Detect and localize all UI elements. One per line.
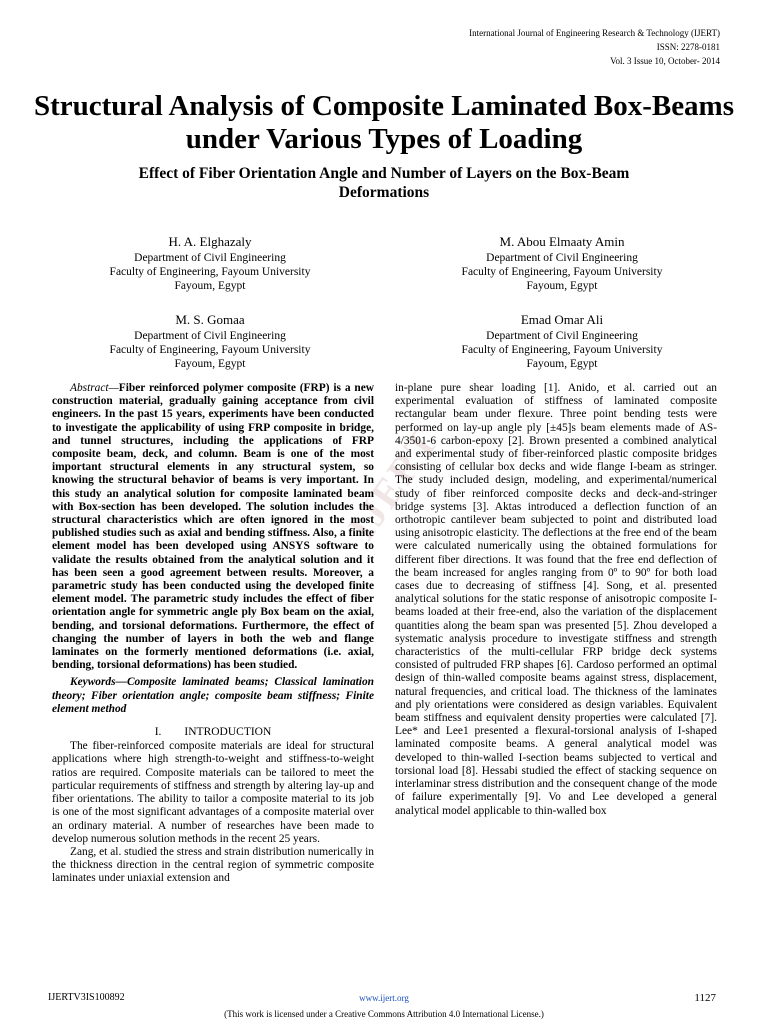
author-block [60, 233, 360, 293]
author-location: Fayoum, Egypt [526, 358, 598, 370]
author-location: Fayoum, Egypt [174, 358, 246, 370]
paper-title: Structural Analysis of Composite Laminated Box-Beams under Various Types of Loading [33, 90, 735, 155]
author-location: Fayoum, Egypt [526, 280, 598, 292]
journal-name: International Journal of Engineering Research & Technology (IJERT) [469, 28, 720, 38]
left-column [52, 382, 374, 886]
journal-volume: Vol. 3 Issue 10, October- 2014 [610, 56, 720, 66]
journal-issn: ISSN: 2278-0181 [656, 42, 720, 52]
author-block [412, 233, 712, 293]
paper-subtitle: Effect of Fiber Orientation Angle and Number of Layers on the Box-Beam Deformations [138, 165, 630, 201]
author-dept: Department of Civil Engineering [486, 330, 638, 342]
right-column [395, 382, 717, 818]
license-note: (This work is licensed under a Creative Commons Attribution 4.0 International License.) [224, 1009, 544, 1019]
author-block [412, 311, 712, 371]
page-number: 1127 [694, 992, 716, 1004]
author-faculty: Faculty of Engineering, Fayoum University [109, 266, 311, 278]
watermark: IJERT [338, 418, 448, 549]
abstract-lead: Abstract— [70, 382, 119, 394]
author-faculty: Faculty of Engineering, Fayoum University [461, 344, 663, 356]
author-dept: Department of Civil Engineering [134, 252, 286, 264]
author-name: M. S. Gomaa [175, 312, 245, 327]
author-dept: Department of Civil Engineering [134, 330, 286, 342]
author-faculty: Faculty of Engineering, Fayoum University [461, 266, 663, 278]
author-faculty: Faculty of Engineering, Fayoum University [109, 344, 311, 356]
journal-header [469, 26, 720, 68]
author-dept: Department of Civil Engineering [486, 252, 638, 264]
intro-paragraph: Zang, et al. studied the stress and strain distribution numerically in the thickness direction in the central region of symmetric composite laminates under uniaxial extension and [52, 845, 374, 885]
author-block [60, 311, 360, 371]
body-paragraph: in-plane pure shear loading [1]. Anido, et al. carried out an experimental evaluation of stiffness of laminated composite rectangular beam under flexure. Three point bending tests were performed on lay-up angle ply [±45]s beam elements made of AS-4/3501-6 carbon-epoxy [2]. Brown presented a combined analytical and experimental study of fiber-reinforced plastic composite bridges consisting of cellular box decks and wide flange I-beam as stringer. The study included design, modeling, and experimental/numerical study of fiber reinforced composite decks and deck-and-stringer bridge systems [3]. Aktas introduced a deflection function of an orthotropic cantilever beam subjected to point and distributed load using anisotropic elasticity. The deflections at the free end of the beam were calculated numerically using the obtained formulations for different fiber directions. It was found that the free end deflection of the beam increased for angles ranging from 0º to 90º for both load cases due to decreasing of stiffness [4]. Song, et al. presented analytical solutions for the static response of anisotropic composite I-beams loaded at their free-end, also the variation of the displacement quantities along the beam span was presented [5]. Zhou developed a systematic analysis procedure to investigate stiffness and strength characteristics of the multi-cellular FRP bridge deck systems consisted of pultruded FRP shapes [6]. Cardoso performed an optimal design of thin-walled composite beams against stress, displacement, natural frequencies, and critical load. The thickness of the laminates and ply orientations were considered as design variables. Equivalent beam stiffness and equivalent density properties were calculated [7]. Lee* and Lee1 presented a flexural-torsional analysis of I-shaped laminated composite beams. A general analytical model was developed to thin-walled I-section beams subjected to vertical and torsional load [8]. Hessabi studied the effect of stacking sequence on interlaminar stress distribution and the consequent change of the mode of failure experimentally [9]. Vo and Lee developed a general analytical model applicable to thin-walled box [395, 382, 717, 817]
journal-url[interactable]: www.ijert.org [359, 993, 409, 1003]
section-heading: I. INTRODUCTION [154, 726, 272, 739]
paper-id: IJERTV3IS100892 [48, 992, 125, 1003]
abstract-text: Fiber reinforced polymer composite (FRP) is a new construction material, gradually gaining acceptance from civil engineers. In the past 15 years, experiments have been conducted to investigate the applicability of using FRP composite in bridge, and tunnel structures, including the applications of FRP composite beam, deck, and column. Beam is one of the most important structural elements in any structural system, so knowing the structural behavior of beams is very important. In this study an analytical solution for composite laminated beam with Box-section has been developed. The solution includes the structural characteristics which are often ignored in the most published studies such as axial and bending stiffness. Also, a finite element model has been developed using ANSYS software to validate the results obtained from the analytical solution and it has been seen a good agreement between results. Moreover, a parametric study has been conducted using the developed finite element model. The parametric study includes the effect of fiber orientation angle for symmetric angle ply Box beam on the axial, bending, and torsional deformations. Furthermore, the effect of changing the number of layers in both the web and flange laminates on the formerly mentioned deformations (i.e. axial, bending, torsional deformations) has been studied. [52, 382, 374, 672]
author-name: Emad Omar Ali [520, 312, 604, 327]
author-name: H. A. Elghazaly [168, 234, 252, 249]
author-location: Fayoum, Egypt [174, 280, 246, 292]
abstract [52, 382, 374, 672]
keywords: Keywords—Composite laminated beams; Classical lamination theory; Fiber orientation angle; composite beam stiffness; Finite element method [52, 676, 374, 715]
author-name: M. Abou Elmaaty Amin [499, 234, 625, 249]
intro-paragraph: The fiber-reinforced composite materials are ideal for structural applications where high strength-to-weight and stiffness-to-weight ratios are required. Composite materials can be tailored to meet the particular requirements of stiffness and strength by altering lay-up and fiber orientations. The ability to tailor a composite material to its job is one of the most significant advantages of a composite material over an ordinary material. A number of researches have been made to develop numerous solution methods in the recent 25 years. [52, 740, 374, 845]
